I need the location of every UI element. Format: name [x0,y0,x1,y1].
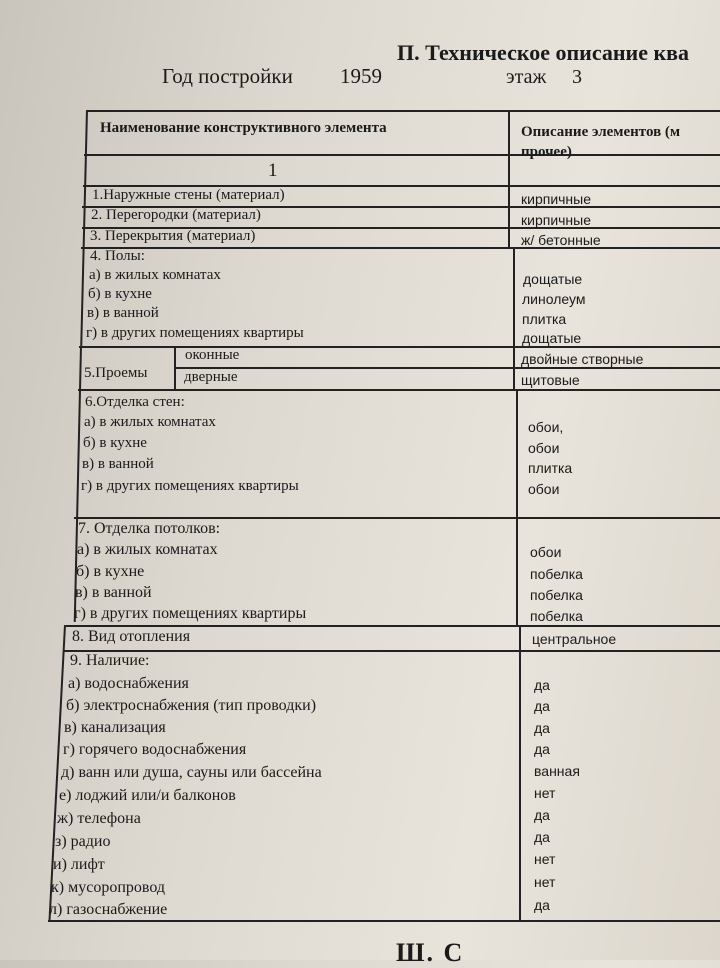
row-value: линолеум [522,291,586,307]
row-label: г) в других помещениях квартиры [81,478,299,494]
openings-window-label: оконные [185,347,240,363]
section-title-availability: 9. Наличие: [70,652,150,669]
floor-value: 3 [572,66,582,88]
row-label: г) горячего водоснабжения [63,741,247,758]
row-label: 1.Наружные стены (материал) [92,187,285,203]
row-value: нет [534,785,556,801]
row-value: обои [528,481,560,497]
openings-door-value: щитовые [521,372,580,388]
row-label: в) в ванной [75,584,152,601]
row-label: л) газоснабжение [49,901,168,918]
next-section-title-fragment: Ш. С [396,938,465,967]
row-value: плитка [522,311,567,327]
row-label: 3. Перекрытия (материал) [90,228,256,244]
row-label: з) радио [55,833,111,850]
section-title-walls: 6.Отделка стен: [85,394,185,410]
row-label: б) в кухне [83,435,147,451]
row-value: кирпичные [521,212,592,228]
row-value: нет [534,851,556,867]
row-value: обои [528,440,560,456]
section-title-ceilings: 7. Отделка потолков: [78,520,221,537]
row-label: а) в жилых комнатах [89,267,221,283]
row-value: обои, [528,419,564,435]
row-label: г) в других помещениях квартиры [86,325,304,341]
row-value: ванная [534,763,580,779]
row-value: побелка [530,608,583,624]
row-label: г) в других помещениях квартиры [74,605,307,622]
row-value: дощатые [522,330,582,346]
row-label: в) в ванной [87,305,159,321]
row-label: б) в кухне [88,286,152,302]
build-year-value: 1959 [340,64,382,88]
floor-label: этаж [506,66,547,88]
column-header-element: Наименование конструктивного элемента [100,120,387,136]
row-value: дощатые [523,271,583,287]
row-value: плитка [528,460,573,476]
openings-door-label: дверные [184,369,238,385]
build-year-label: Год постройки [162,64,293,88]
column-number: 1 [268,160,278,181]
row-value: да [534,829,550,845]
row-label: е) лоджий или/и балконов [59,787,236,804]
section-title-floors: 4. Полы: [90,248,145,264]
row-value: да [534,897,550,913]
heating-label: 8. Вид отопления [72,628,191,645]
row-label: в) в ванной [82,456,154,472]
row-value: побелка [530,587,583,603]
row-value: нет [534,874,556,890]
openings-window-value: двойные створные [521,351,644,367]
row-label: ж) телефона [57,810,141,827]
row-label: а) в жилых комнатах [84,414,216,430]
heating-value: центральное [532,631,617,647]
row-value: да [534,807,550,823]
row-label: а) в жилых комнатах [77,541,218,558]
row-value: кирпичные [521,191,592,207]
row-value: побелка [530,566,583,582]
row-value: да [534,698,550,714]
row-label: в) канализация [64,719,166,736]
document-title: П. Техническое описание ква [397,40,690,65]
row-label: и) лифт [53,856,105,873]
row-value: да [534,720,550,736]
row-label: 2. Перегородки (материал) [91,207,261,223]
row-label: б) электроснабжения (тип проводки) [66,697,317,714]
row-value: да [534,677,550,693]
row-value: да [534,741,550,757]
column-header-description: Описание элементов (м [521,124,681,140]
column-header-description-cont: прочее) [521,144,572,160]
row-value: обои [530,544,562,560]
row-label: д) ванн или душа, сауны или бассейна [61,764,322,781]
row-value: ж/ бетонные [521,232,601,248]
row-label: а) водоснабжения [68,675,189,692]
section-title-openings: 5.Проемы [84,365,148,381]
row-label: к) мусоропровод [51,879,166,896]
row-label: б) в кухне [76,563,145,580]
